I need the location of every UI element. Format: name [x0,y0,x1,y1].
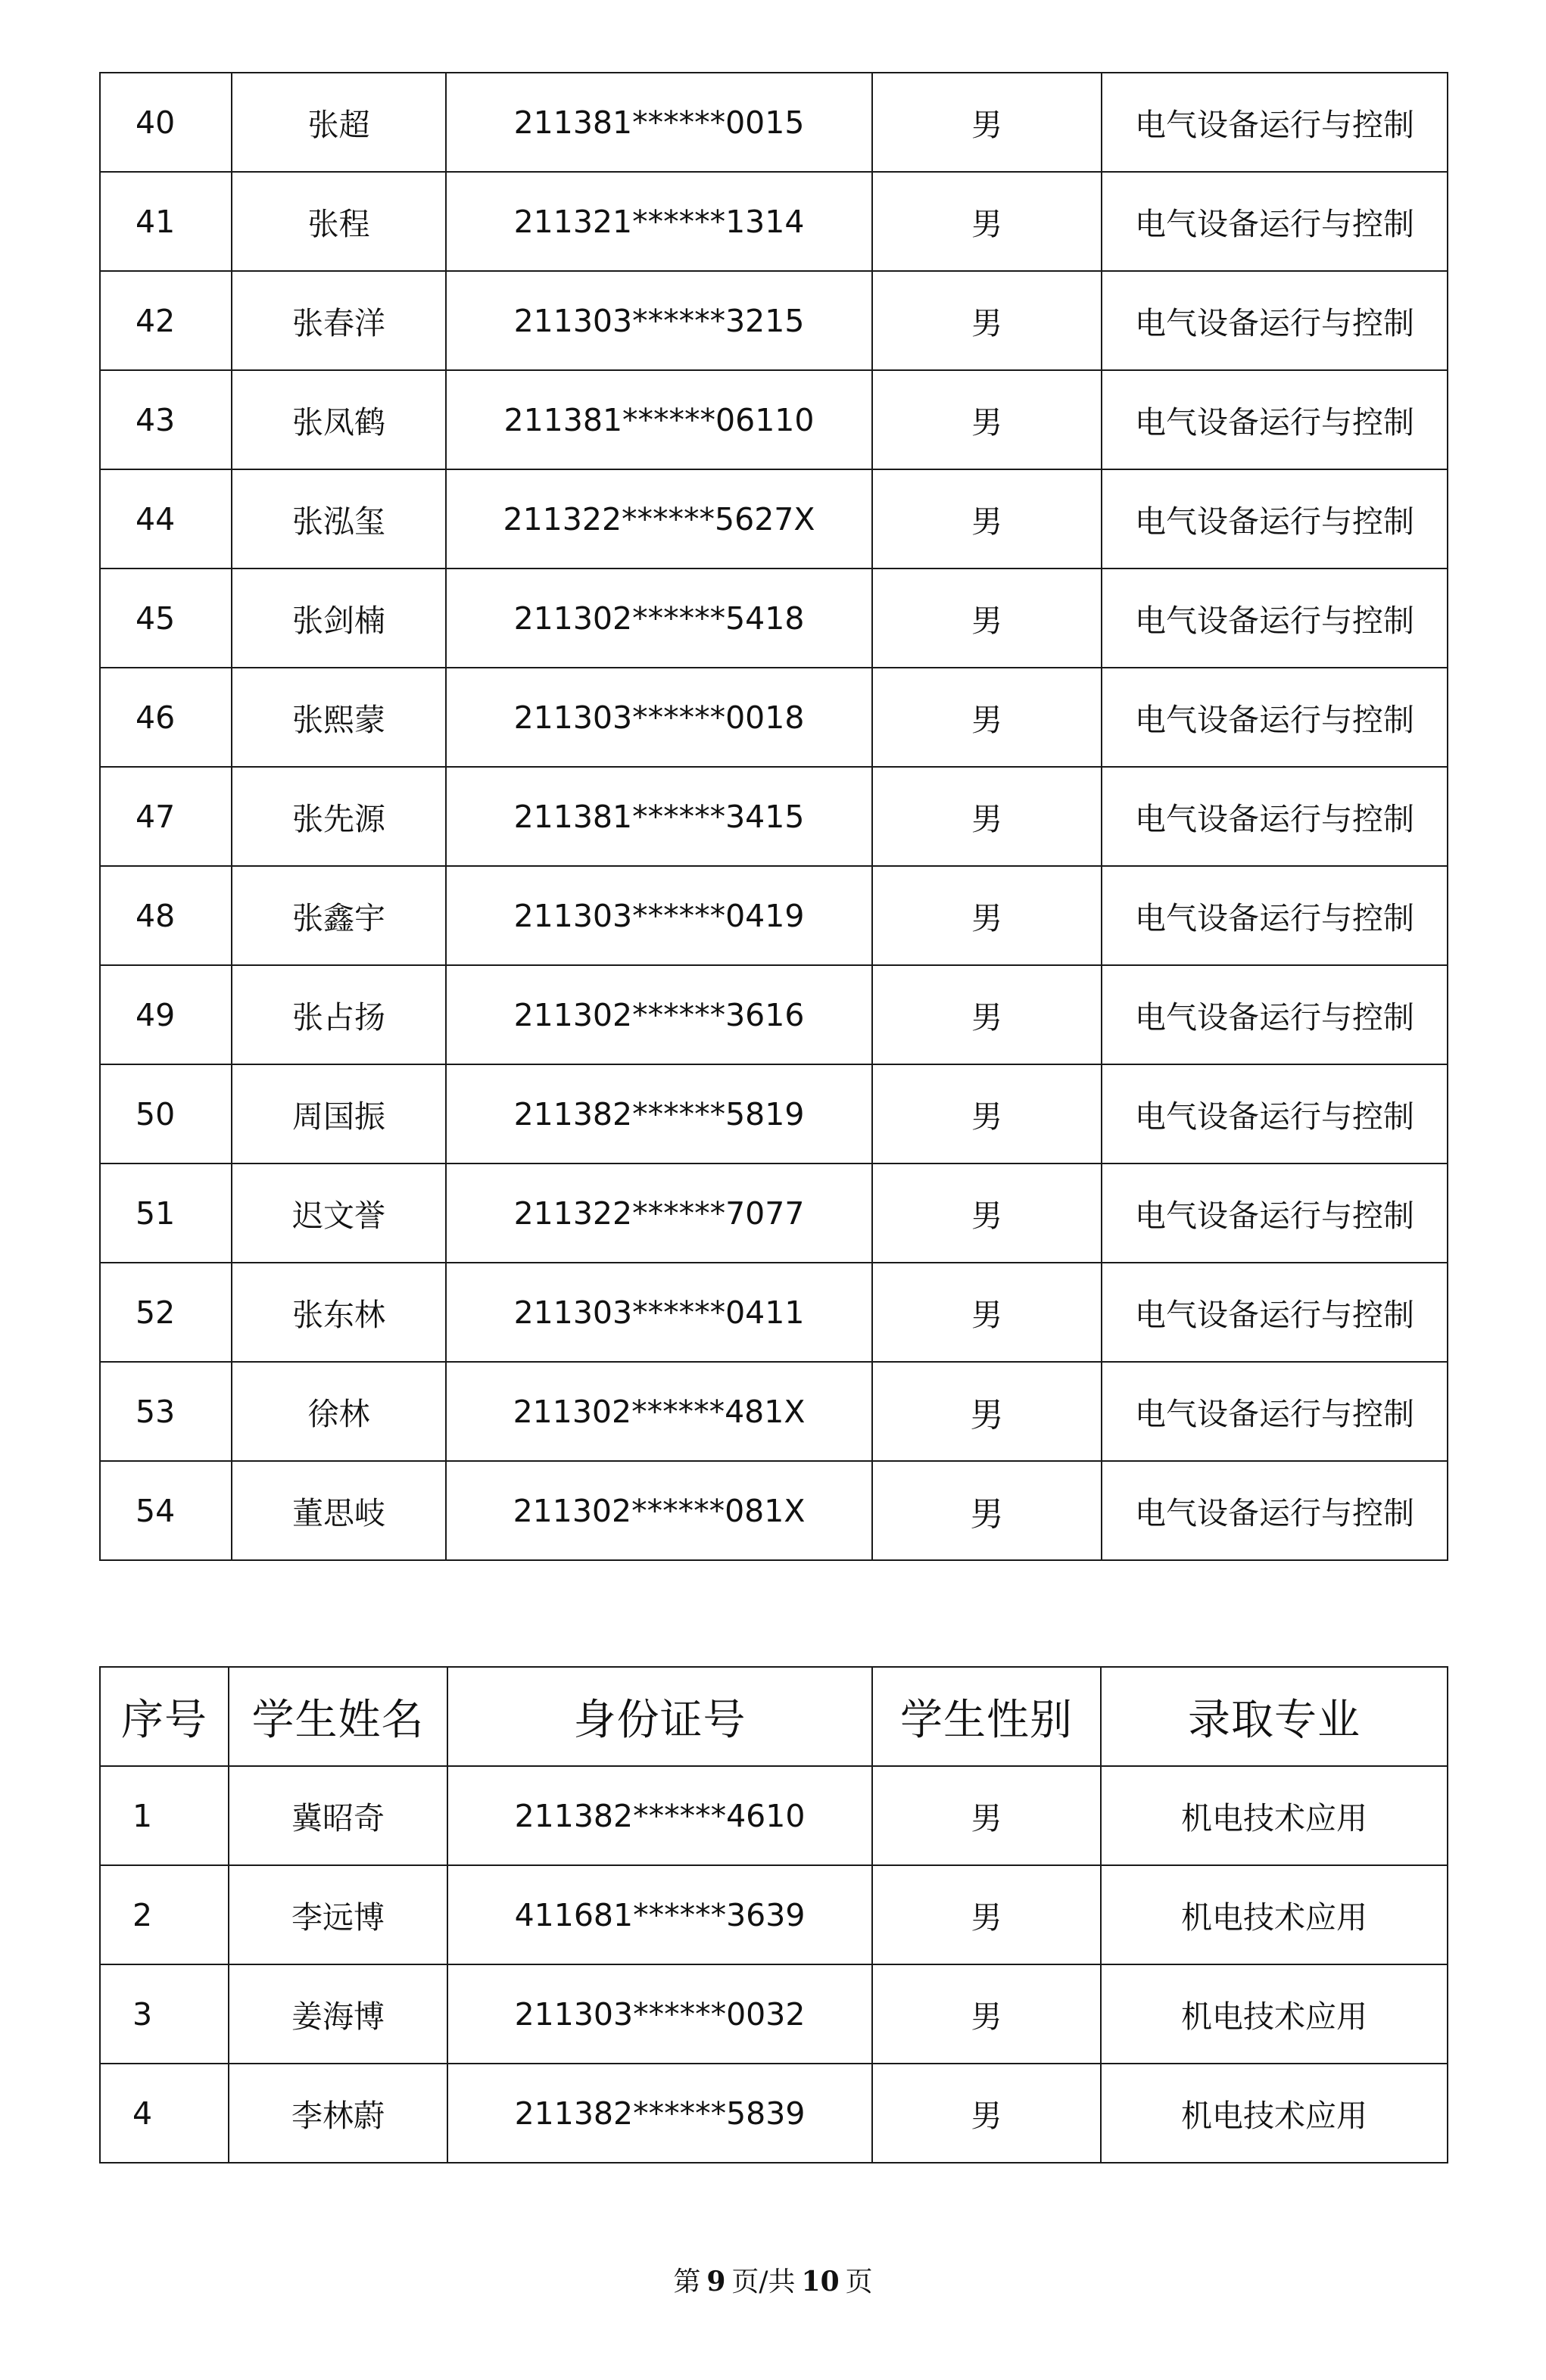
seq-cell: 1 [100,1766,229,1865]
major-cell: 电气设备运行与控制 [1102,569,1448,668]
gender-cell: 男 [872,2064,1101,2163]
seq-cell: 51 [100,1164,232,1263]
id-cell: 211381******0015 [446,73,872,172]
table-row [100,1865,1448,1964]
gender-cell: 男 [872,1865,1101,1964]
gender-cell: 男 [872,1064,1102,1164]
id-cell: 211382******5839 [447,2064,872,2163]
student-table-electrical [99,72,1448,1561]
seq-cell: 4 [100,2064,229,2163]
id-cell: 211322******5627X [446,469,872,569]
name-cell: 冀昭奇 [229,1766,447,1865]
total-page-count: 10 [801,2266,840,2297]
major-cell: 机电技术应用 [1101,1865,1448,1964]
id-cell: 211302******3616 [446,965,872,1064]
name-cell: 姜海博 [229,1964,447,2064]
seq-cell: 3 [100,1964,229,2064]
footer-middle: 页/共 [731,2266,796,2297]
table-row [100,1461,1448,1560]
seq-cell: 43 [100,370,232,469]
header-id: 身份证号 [447,1667,872,1766]
gender-cell: 男 [872,1362,1102,1461]
current-page-number: 9 [706,2266,726,2297]
seq-cell: 40 [100,73,232,172]
id-cell: 211382******4610 [447,1766,872,1865]
name-cell: 张鑫宇 [232,866,446,965]
seq-cell: 47 [100,767,232,866]
major-cell: 电气设备运行与控制 [1102,1064,1448,1164]
major-cell: 电气设备运行与控制 [1102,271,1448,370]
table-row [100,469,1448,569]
major-cell: 电气设备运行与控制 [1102,73,1448,172]
gender-cell: 男 [872,866,1102,965]
gender-cell: 男 [872,1766,1101,1865]
table-row [100,1263,1448,1362]
table-row [100,73,1448,172]
name-cell: 张泓玺 [232,469,446,569]
seq-cell: 2 [100,1865,229,1964]
gender-cell: 男 [872,767,1102,866]
header-name: 学生姓名 [229,1667,447,1766]
gender-cell: 男 [872,1263,1102,1362]
name-cell: 张超 [232,73,446,172]
header-row [100,1667,1448,1766]
name-cell: 张春洋 [232,271,446,370]
gender-cell: 男 [872,1461,1102,1560]
name-cell: 张熙蒙 [232,668,446,767]
gender-cell: 男 [872,1164,1102,1263]
table-row [100,2064,1448,2163]
page-footer [0,2260,1546,2299]
table-row [100,965,1448,1064]
table-row [100,1766,1448,1865]
table-row [100,172,1448,271]
seq-cell: 50 [100,1064,232,1164]
id-cell: 211303******0032 [447,1964,872,2064]
table-row [100,370,1448,469]
seq-cell: 49 [100,965,232,1064]
id-cell: 211302******481X [446,1362,872,1461]
name-cell: 张凤鹤 [232,370,446,469]
major-cell: 电气设备运行与控制 [1102,370,1448,469]
table-row [100,1164,1448,1263]
seq-cell: 46 [100,668,232,767]
gender-cell: 男 [872,271,1102,370]
major-cell: 电气设备运行与控制 [1102,965,1448,1064]
major-cell: 电气设备运行与控制 [1102,668,1448,767]
id-cell: 211302******5418 [446,569,872,668]
id-cell: 211303******3215 [446,271,872,370]
gender-cell: 男 [872,668,1102,767]
major-cell: 机电技术应用 [1101,1766,1448,1865]
name-cell: 李远博 [229,1865,447,1964]
id-cell: 211382******5819 [446,1064,872,1164]
major-cell: 电气设备运行与控制 [1102,172,1448,271]
gender-cell: 男 [872,569,1102,668]
major-cell: 电气设备运行与控制 [1102,1362,1448,1461]
major-cell: 电气设备运行与控制 [1102,767,1448,866]
name-cell: 张东林 [232,1263,446,1362]
id-cell: 211302******081X [446,1461,872,1560]
id-cell: 211303******0018 [446,668,872,767]
name-cell: 张占扬 [232,965,446,1064]
major-cell: 电气设备运行与控制 [1102,1461,1448,1560]
name-cell: 迟文誉 [232,1164,446,1263]
major-cell: 机电技术应用 [1101,1964,1448,2064]
gender-cell: 男 [872,469,1102,569]
major-cell: 电气设备运行与控制 [1102,866,1448,965]
gender-cell: 男 [872,370,1102,469]
name-cell: 董思岐 [232,1461,446,1560]
major-cell: 电气设备运行与控制 [1102,1263,1448,1362]
id-cell: 411681******3639 [447,1865,872,1964]
seq-cell: 52 [100,1263,232,1362]
name-cell: 周国振 [232,1064,446,1164]
seq-cell: 41 [100,172,232,271]
table-row [100,271,1448,370]
id-cell: 211381******06110 [446,370,872,469]
seq-cell: 48 [100,866,232,965]
seq-cell: 42 [100,271,232,370]
table-row [100,1964,1448,2064]
major-cell: 电气设备运行与控制 [1102,469,1448,569]
id-cell: 211321******1314 [446,172,872,271]
table-row [100,1064,1448,1164]
id-cell: 211303******0411 [446,1263,872,1362]
footer-prefix: 第 [673,2266,701,2297]
name-cell: 张剑楠 [232,569,446,668]
seq-cell: 53 [100,1362,232,1461]
name-cell: 张程 [232,172,446,271]
table-row [100,866,1448,965]
gender-cell: 男 [872,965,1102,1064]
major-cell: 电气设备运行与控制 [1102,1164,1448,1263]
id-cell: 211381******3415 [446,767,872,866]
student-table-mechatronics-body [100,1766,1448,2163]
id-cell: 211322******7077 [446,1164,872,1263]
seq-cell: 54 [100,1461,232,1560]
gender-cell: 男 [872,73,1102,172]
student-table-electrical-body [100,73,1448,1560]
gender-cell: 男 [872,1964,1101,2064]
table-row [100,767,1448,866]
footer-suffix: 页 [845,2266,873,2297]
header-major: 录取专业 [1101,1667,1448,1766]
name-cell: 张先源 [232,767,446,866]
student-table-mechatronics [99,1666,1448,2163]
table-row [100,569,1448,668]
table-row [100,668,1448,767]
gender-cell: 男 [872,172,1102,271]
name-cell: 李林蔚 [229,2064,447,2163]
seq-cell: 45 [100,569,232,668]
seq-cell: 44 [100,469,232,569]
table-header [100,1667,1448,1766]
major-cell: 机电技术应用 [1101,2064,1448,2163]
name-cell: 徐林 [232,1362,446,1461]
header-seq: 序号 [100,1667,229,1766]
id-cell: 211303******0419 [446,866,872,965]
header-gender: 学生性别 [872,1667,1101,1766]
table-row [100,1362,1448,1461]
